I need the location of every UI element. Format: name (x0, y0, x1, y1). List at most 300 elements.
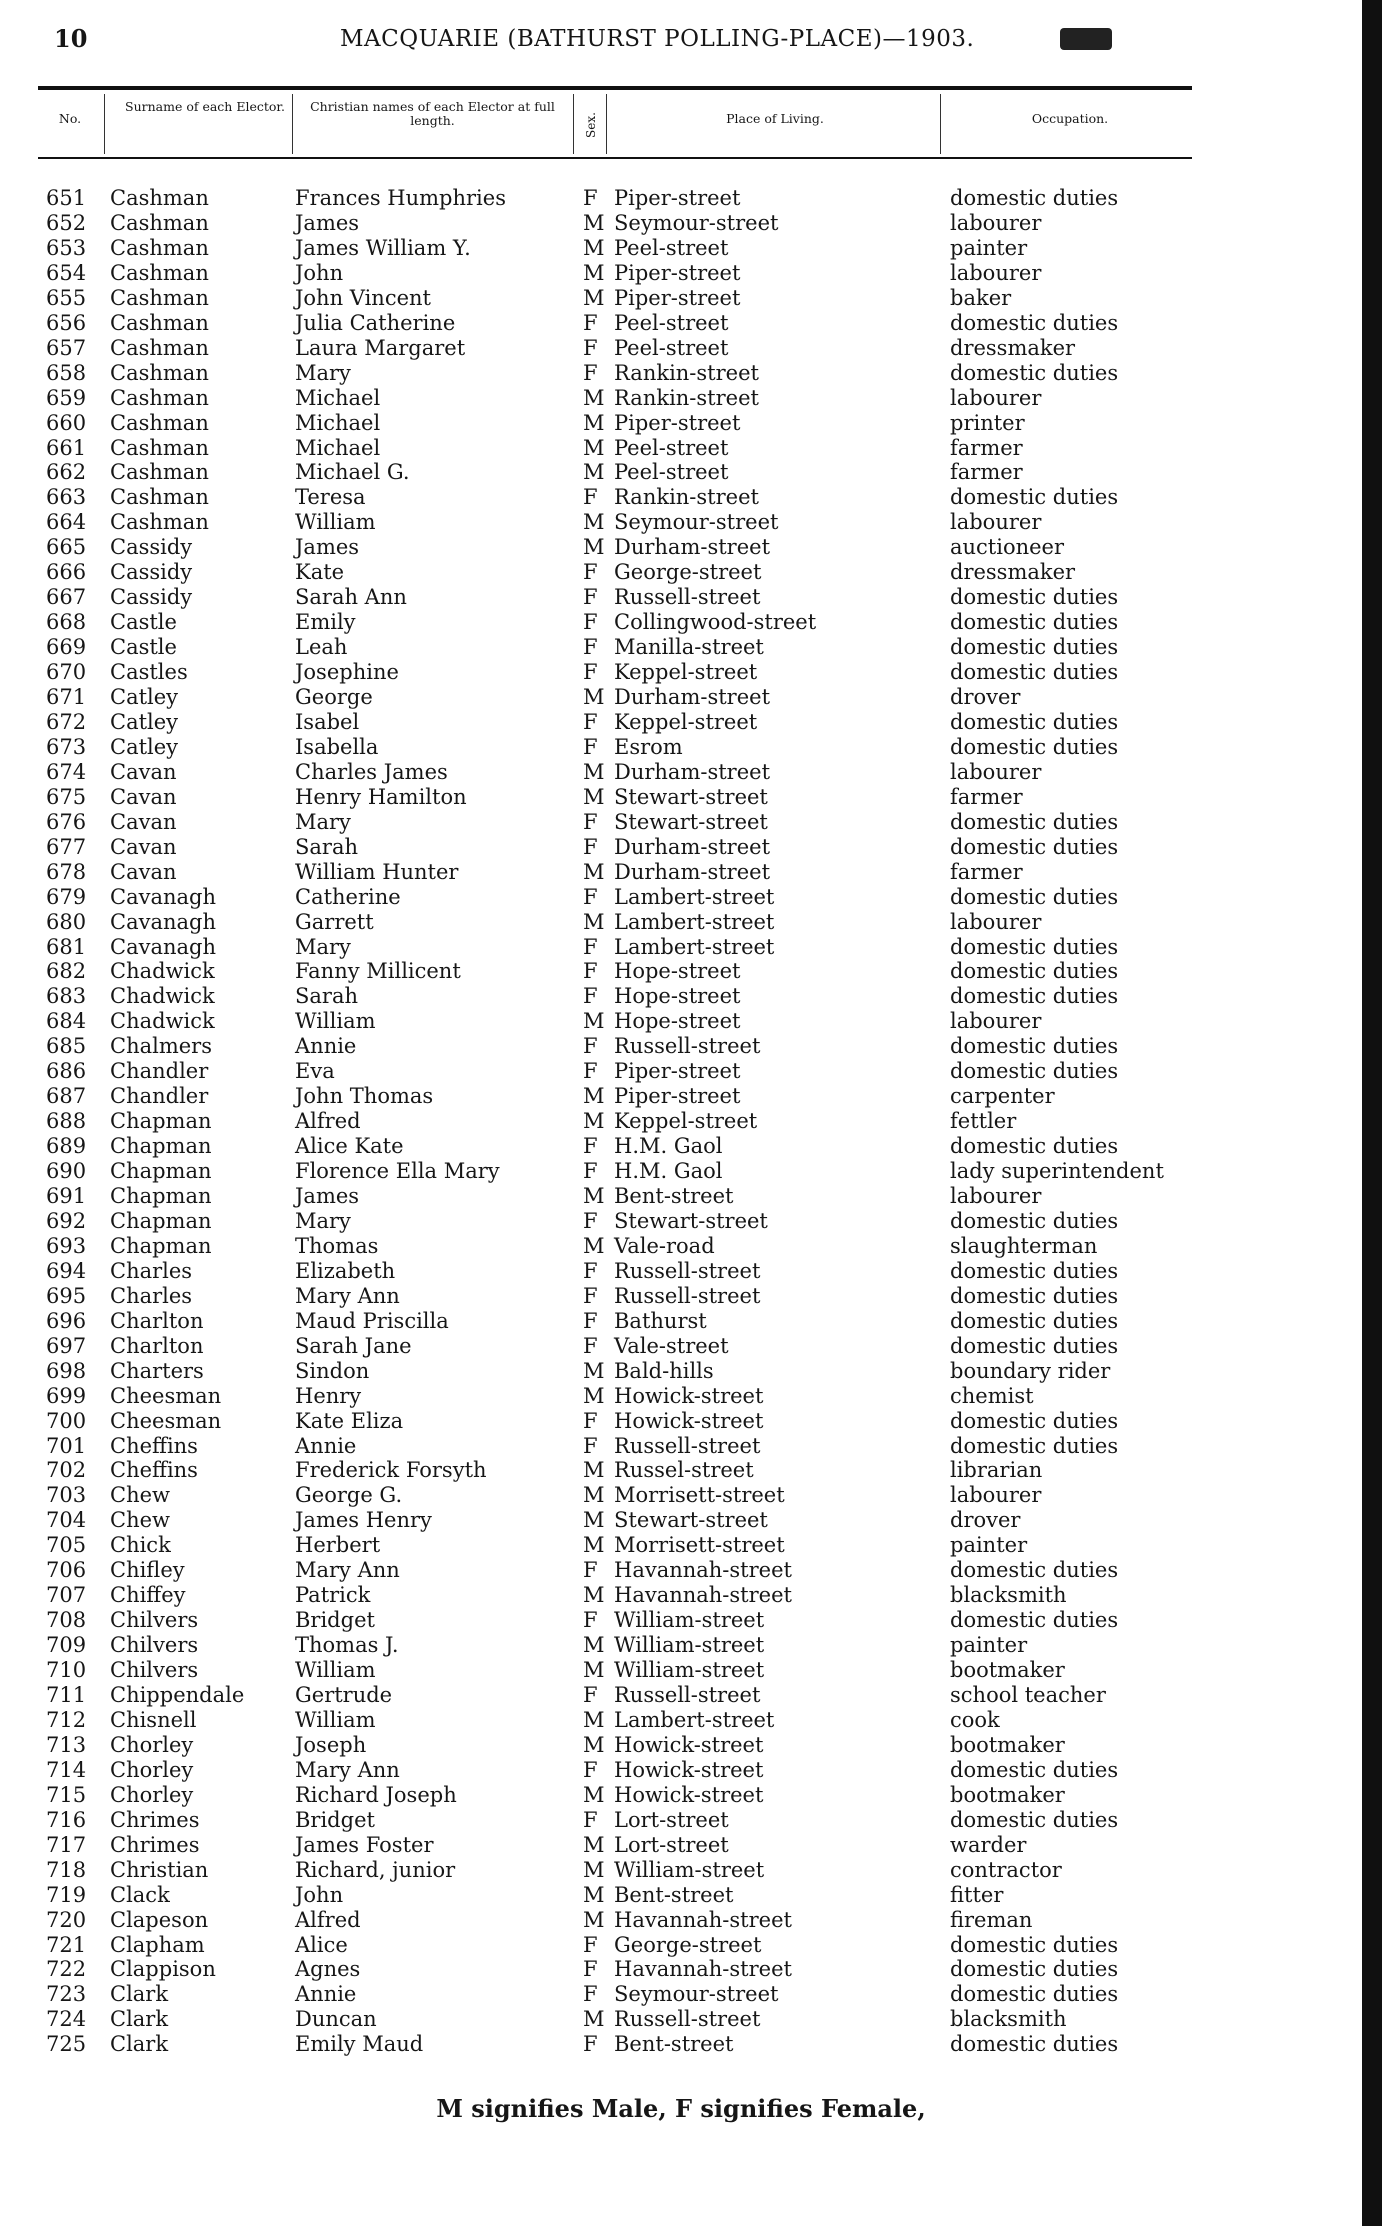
elector-sex: M (583, 685, 605, 709)
elector-surname: Cashman (110, 360, 209, 385)
elector-number: 713 (46, 1732, 87, 1757)
elector-number: 678 (46, 859, 87, 884)
table-row (0, 1458, 1362, 1483)
elector-number: 706 (46, 1558, 87, 1583)
elector-christian-names: Mary Ann (295, 1558, 400, 1583)
elector-sex: M (583, 1782, 605, 1807)
elector-number: 655 (46, 285, 87, 310)
elector-occupation: labourer (950, 1184, 1042, 1208)
elector-sex: M (583, 1383, 605, 1408)
elector-occupation: domestic duties (950, 1333, 1119, 1358)
elector-sex: F (583, 1283, 598, 1308)
elector-surname: Catley (110, 685, 179, 709)
table-row (0, 336, 1362, 361)
elector-sex: F (583, 959, 598, 984)
elector-christian-names: Garrett (295, 909, 374, 934)
elector-place-of-living: Havannah-street (614, 1558, 792, 1583)
table-row (0, 959, 1362, 984)
elector-number: 659 (46, 385, 87, 410)
elector-number: 721 (46, 1932, 87, 1957)
elector-christian-names: Emily (295, 610, 356, 635)
column-divider (940, 94, 941, 154)
elector-surname: Cavanagh (110, 934, 216, 959)
elector-christian-names: Leah (295, 635, 348, 660)
elector-place-of-living: Peel-street (614, 335, 729, 360)
table-row (0, 1334, 1362, 1359)
table-row (0, 1159, 1362, 1184)
elector-number: 671 (46, 685, 87, 709)
elector-sex: M (583, 1583, 605, 1608)
table-row (0, 735, 1362, 760)
table-row (0, 436, 1362, 461)
table-row (0, 211, 1362, 236)
table-row (0, 785, 1362, 810)
table-row (0, 1708, 1362, 1733)
elector-sex: M (583, 1358, 605, 1383)
elector-sex: M (583, 1732, 605, 1757)
elector-occupation: domestic duties (950, 1807, 1119, 1832)
elector-surname: Charlton (110, 1333, 204, 1358)
elector-occupation: blacksmith (950, 2007, 1067, 2032)
elector-occupation: domestic duties (950, 1433, 1119, 1458)
elector-surname: Cavan (110, 759, 177, 784)
elector-sex: F (583, 660, 598, 685)
elector-sex: F (583, 834, 598, 859)
elector-christian-names: Julia Catherine (295, 310, 456, 335)
elector-occupation: domestic duties (950, 834, 1119, 859)
table-row (0, 1359, 1362, 1384)
elector-occupation: labourer (950, 510, 1042, 535)
elector-number: 703 (46, 1483, 87, 1508)
elector-occupation: dressmaker (950, 335, 1076, 360)
elector-place-of-living: Vale-road (614, 1233, 715, 1258)
elector-christian-names: Henry (295, 1383, 362, 1408)
elector-sex: M (583, 1184, 605, 1208)
elector-sex: F (583, 1034, 598, 1059)
table-row (0, 1808, 1362, 1833)
elector-place-of-living: Peel-street (614, 435, 729, 460)
elector-place-of-living: William-street (614, 1658, 765, 1683)
table-row (0, 1134, 1362, 1159)
column-header-surname: Surname of each Elector. (125, 99, 285, 114)
elector-number: 689 (46, 1134, 87, 1159)
elector-surname: Cashman (110, 435, 209, 460)
elector-christian-names: Duncan (295, 2007, 377, 2032)
table-row (0, 485, 1362, 510)
elector-place-of-living: George-street (614, 560, 762, 585)
elector-number: 687 (46, 1084, 87, 1109)
elector-surname: Chapman (110, 1134, 212, 1159)
elector-christian-names: Alfred (295, 1109, 361, 1134)
elector-occupation: domestic duties (950, 585, 1119, 610)
elector-occupation: boundary rider (950, 1358, 1111, 1383)
elector-occupation: domestic duties (950, 1408, 1119, 1433)
elector-sex: F (583, 1558, 598, 1583)
elector-sex: M (583, 1233, 605, 1258)
elector-occupation: bootmaker (950, 1732, 1065, 1757)
elector-number: 694 (46, 1258, 87, 1283)
elector-christian-names: James (295, 535, 360, 560)
elector-number: 674 (46, 759, 87, 784)
table-row (0, 1109, 1362, 1134)
elector-place-of-living: Howick-street (614, 1732, 764, 1757)
table-row (0, 386, 1362, 411)
elector-number: 695 (46, 1283, 87, 1308)
elector-christian-names: John (295, 260, 344, 285)
table-row (0, 660, 1362, 685)
elector-sex: F (583, 984, 598, 1009)
elector-surname: Cashman (110, 310, 209, 335)
elector-number: 677 (46, 834, 87, 859)
elector-sex: M (583, 435, 605, 460)
elector-number: 716 (46, 1807, 87, 1832)
elector-surname: Chalmers (110, 1034, 212, 1059)
elector-christian-names: Gertrude (295, 1683, 393, 1707)
elector-place-of-living: Keppel-street (614, 1109, 758, 1134)
elector-number: 675 (46, 784, 87, 809)
elector-occupation: domestic duties (950, 734, 1119, 759)
elector-number: 702 (46, 1458, 87, 1483)
elector-sex: M (583, 535, 605, 560)
elector-occupation: domestic duties (950, 1932, 1119, 1957)
elector-place-of-living: Russell-street (614, 585, 761, 610)
table-row (0, 261, 1362, 286)
elector-christian-names: Mary (295, 360, 351, 385)
elector-number: 661 (46, 435, 87, 460)
elector-place-of-living: Morrisett-street (614, 1533, 785, 1558)
table-row (0, 760, 1362, 785)
elector-sex: M (583, 1882, 605, 1907)
elector-occupation: farmer (950, 784, 1023, 809)
binding-edge (1362, 0, 1382, 2226)
table-row (0, 1558, 1362, 1583)
elector-occupation: domestic duties (950, 186, 1119, 210)
elector-sex: M (583, 859, 605, 884)
elector-christian-names: Laura Margaret (295, 335, 466, 360)
elector-sex: M (583, 909, 605, 934)
elector-sex: M (583, 1084, 605, 1109)
elector-occupation: domestic duties (950, 360, 1119, 385)
elector-place-of-living: Hope-street (614, 959, 741, 984)
elector-occupation: chemist (950, 1383, 1034, 1408)
elector-surname: Chapman (110, 1233, 212, 1258)
elector-christian-names: Sarah (295, 984, 358, 1009)
elector-surname: Chilvers (110, 1608, 199, 1633)
elector-number: 719 (46, 1882, 87, 1907)
elector-place-of-living: William-street (614, 1857, 765, 1882)
elector-surname: Clappison (110, 1957, 216, 1982)
elector-christian-names: Fanny Millicent (295, 959, 461, 984)
table-row (0, 1483, 1362, 1508)
elector-place-of-living: Peel-street (614, 460, 729, 485)
elector-christian-names: Mary Ann (295, 1757, 400, 1782)
elector-christian-names: Henry Hamilton (295, 784, 467, 809)
elector-christian-names: James William Y. (295, 235, 471, 260)
elector-sex: M (583, 1109, 605, 1134)
table-row (0, 361, 1362, 386)
elector-christian-names: Alice (295, 1932, 348, 1957)
table-row (0, 835, 1362, 860)
elector-christian-names: William (295, 510, 376, 535)
table-row (0, 1209, 1362, 1234)
elector-surname: Catley (110, 709, 179, 734)
table-row (0, 1633, 1362, 1658)
elector-christian-names: Florence Ella Mary (295, 1159, 500, 1184)
elector-surname: Cavan (110, 834, 177, 859)
elector-christian-names: Sarah Ann (295, 585, 407, 610)
elector-christian-names: William (295, 1009, 376, 1034)
elector-number: 723 (46, 1982, 87, 2007)
table-row (0, 1059, 1362, 1084)
elector-occupation: domestic duties (950, 1034, 1119, 1059)
elector-occupation: lady superintendent (950, 1159, 1164, 1184)
elector-surname: Cassidy (110, 560, 193, 585)
elector-christian-names: Maud Priscilla (295, 1308, 449, 1333)
column-header-sex: Sex. (583, 112, 598, 138)
elector-surname: Chapman (110, 1184, 212, 1208)
elector-number: 710 (46, 1658, 87, 1683)
elector-occupation: labourer (950, 759, 1042, 784)
elector-place-of-living: Stewart-street (614, 809, 768, 834)
table-row (0, 1982, 1362, 2007)
elector-occupation: fitter (950, 1882, 1004, 1907)
elector-occupation: slaughterman (950, 1233, 1098, 1258)
column-divider (104, 94, 105, 154)
table-row (0, 411, 1362, 436)
top-rule (38, 86, 1192, 90)
elector-occupation: domestic duties (950, 1283, 1119, 1308)
table-row (0, 1434, 1362, 1459)
elector-occupation: librarian (950, 1458, 1043, 1483)
elector-sex: M (583, 1832, 605, 1857)
elector-sex: F (583, 2032, 598, 2057)
elector-place-of-living: Rankin-street (614, 385, 759, 410)
elector-surname: Clark (110, 2007, 169, 2032)
elector-surname: Chew (110, 1508, 170, 1533)
elector-surname: Cavanagh (110, 909, 216, 934)
elector-sex: M (583, 410, 605, 435)
elector-occupation: domestic duties (950, 310, 1119, 335)
table-row (0, 286, 1362, 311)
elector-occupation: domestic duties (950, 1982, 1119, 2007)
elector-christian-names: Thomas (295, 1233, 379, 1258)
elector-place-of-living: Piper-street (614, 186, 741, 210)
table-row (0, 1783, 1362, 1808)
elector-place-of-living: William-street (614, 1608, 765, 1633)
elector-surname: Chiffey (110, 1583, 186, 1608)
elector-surname: Cheffins (110, 1458, 198, 1483)
elector-place-of-living: Durham-street (614, 759, 771, 784)
elector-number: 682 (46, 959, 87, 984)
elector-place-of-living: Howick-street (614, 1383, 764, 1408)
table-row (0, 560, 1362, 585)
table-row (0, 1883, 1362, 1908)
elector-christian-names: Sarah (295, 834, 358, 859)
elector-occupation: painter (950, 1533, 1028, 1558)
elector-occupation: printer (950, 410, 1025, 435)
elector-surname: Cashman (110, 485, 209, 510)
elector-sex: F (583, 1608, 598, 1633)
elector-sex: F (583, 1957, 598, 1982)
elector-number: 715 (46, 1782, 87, 1807)
elector-sex: F (583, 635, 598, 660)
elector-surname: Chrimes (110, 1832, 200, 1857)
elector-place-of-living: Lort-street (614, 1807, 729, 1832)
elector-sex: M (583, 210, 605, 235)
elector-sex: F (583, 1308, 598, 1333)
elector-sex: M (583, 385, 605, 410)
elector-sex: F (583, 1757, 598, 1782)
elector-surname: Cheesman (110, 1383, 222, 1408)
elector-christian-names: Patrick (295, 1583, 371, 1608)
table-row (0, 1908, 1362, 1933)
elector-christian-names: Mary (295, 809, 351, 834)
elector-surname: Charlton (110, 1308, 204, 1333)
elector-occupation: labourer (950, 909, 1042, 934)
elector-number: 696 (46, 1308, 87, 1333)
elector-surname: Catley (110, 734, 179, 759)
elector-place-of-living: Havannah-street (614, 1957, 792, 1982)
table-row (0, 1533, 1362, 1558)
table-row (0, 1957, 1362, 1982)
elector-number: 651 (46, 186, 87, 210)
elector-occupation: domestic duties (950, 1059, 1119, 1084)
library-stamp (1060, 28, 1112, 50)
elector-christian-names: George G. (295, 1483, 403, 1508)
elector-place-of-living: Lambert-street (614, 909, 775, 934)
elector-christian-names: Annie (295, 1982, 357, 2007)
elector-occupation: dressmaker (950, 560, 1076, 585)
table-row (0, 984, 1362, 1009)
elector-occupation: domestic duties (950, 1608, 1119, 1633)
elector-occupation: domestic duties (950, 485, 1119, 510)
elector-number: 683 (46, 984, 87, 1009)
elector-place-of-living: Rankin-street (614, 485, 759, 510)
elector-occupation: domestic duties (950, 959, 1119, 984)
elector-number: 670 (46, 660, 87, 685)
elector-surname: Chapman (110, 1109, 212, 1134)
table-row (0, 1733, 1362, 1758)
elector-place-of-living: Howick-street (614, 1782, 764, 1807)
elector-christian-names: Alfred (295, 1907, 361, 1932)
column-divider (292, 94, 293, 154)
elector-sex: M (583, 1009, 605, 1034)
table-row (0, 1259, 1362, 1284)
page-number: 10 (54, 24, 88, 53)
elector-number: 680 (46, 909, 87, 934)
elector-surname: Chick (110, 1533, 171, 1558)
elector-sex: M (583, 1483, 605, 1508)
table-row (0, 1009, 1362, 1034)
elector-occupation: warder (950, 1832, 1027, 1857)
elector-surname: Chisnell (110, 1707, 197, 1732)
elector-place-of-living: Piper-street (614, 1084, 741, 1109)
table-row (0, 186, 1362, 211)
elector-number: 657 (46, 335, 87, 360)
elector-christian-names: Bridget (295, 1608, 375, 1633)
elector-occupation: domestic duties (950, 809, 1119, 834)
elector-number: 711 (46, 1683, 87, 1707)
elector-place-of-living: Lort-street (614, 1832, 729, 1857)
elector-occupation: domestic duties (950, 1957, 1119, 1982)
elector-place-of-living: Bald-hills (614, 1358, 714, 1383)
elector-number: 718 (46, 1857, 87, 1882)
elector-sex: M (583, 1857, 605, 1882)
elector-sex: F (583, 335, 598, 360)
elector-place-of-living: Bent-street (614, 1184, 734, 1208)
elector-sex: F (583, 610, 598, 635)
elector-christian-names: Michael (295, 410, 381, 435)
elector-place-of-living: Russel-street (614, 1458, 754, 1483)
elector-christian-names: James (295, 1184, 360, 1208)
elector-number: 673 (46, 734, 87, 759)
table-row (0, 610, 1362, 635)
elector-sex: M (583, 759, 605, 784)
elector-occupation: domestic duties (950, 2032, 1119, 2057)
elector-occupation: domestic duties (950, 934, 1119, 959)
elector-number: 672 (46, 709, 87, 734)
elector-surname: Chrimes (110, 1807, 200, 1832)
table-row (0, 1508, 1362, 1533)
elector-number: 699 (46, 1383, 87, 1408)
elector-number: 724 (46, 2007, 87, 2032)
elector-place-of-living: Russell-street (614, 2007, 761, 2032)
elector-christian-names: Michael G. (295, 460, 410, 485)
table-row (0, 1409, 1362, 1434)
elector-occupation: school teacher (950, 1683, 1106, 1707)
table-row (0, 1583, 1362, 1608)
table-row (0, 1833, 1362, 1858)
elector-occupation: domestic duties (950, 884, 1119, 909)
elector-surname: Cavan (110, 784, 177, 809)
elector-number: 676 (46, 809, 87, 834)
column-header-no: No. (58, 111, 82, 126)
elector-place-of-living: Durham-street (614, 535, 771, 560)
elector-surname: Cheesman (110, 1408, 222, 1433)
elector-christian-names: Frederick Forsyth (295, 1458, 487, 1483)
page-header (40, 22, 1190, 62)
elector-number: 701 (46, 1433, 87, 1458)
elector-number: 668 (46, 610, 87, 635)
elector-surname: Christian (110, 1857, 209, 1882)
table-row (0, 860, 1362, 885)
elector-occupation: domestic duties (950, 1308, 1119, 1333)
elector-place-of-living: Lambert-street (614, 1707, 775, 1732)
elector-occupation: painter (950, 1633, 1028, 1658)
elector-sex: M (583, 2007, 605, 2032)
elector-sex: M (583, 285, 605, 310)
elector-place-of-living: Piper-street (614, 1059, 741, 1084)
elector-christian-names: Sindon (295, 1358, 370, 1383)
elector-surname: Cashman (110, 235, 209, 260)
elector-christian-names: Mary (295, 934, 351, 959)
elector-number: 717 (46, 1832, 87, 1857)
table-row (0, 910, 1362, 935)
elector-surname: Chadwick (110, 959, 215, 984)
elector-surname: Chandler (110, 1084, 209, 1109)
elector-number: 662 (46, 460, 87, 485)
elector-place-of-living: Durham-street (614, 685, 771, 709)
elector-place-of-living: Bathurst (614, 1308, 707, 1333)
elector-number: 652 (46, 210, 87, 235)
elector-christian-names: Michael (295, 435, 381, 460)
elector-number: 679 (46, 884, 87, 909)
table-row (0, 710, 1362, 735)
elector-occupation: domestic duties (950, 1558, 1119, 1583)
table-row (0, 1858, 1362, 1883)
elector-place-of-living: Seymour-street (614, 210, 779, 235)
elector-place-of-living: Keppel-street (614, 660, 758, 685)
